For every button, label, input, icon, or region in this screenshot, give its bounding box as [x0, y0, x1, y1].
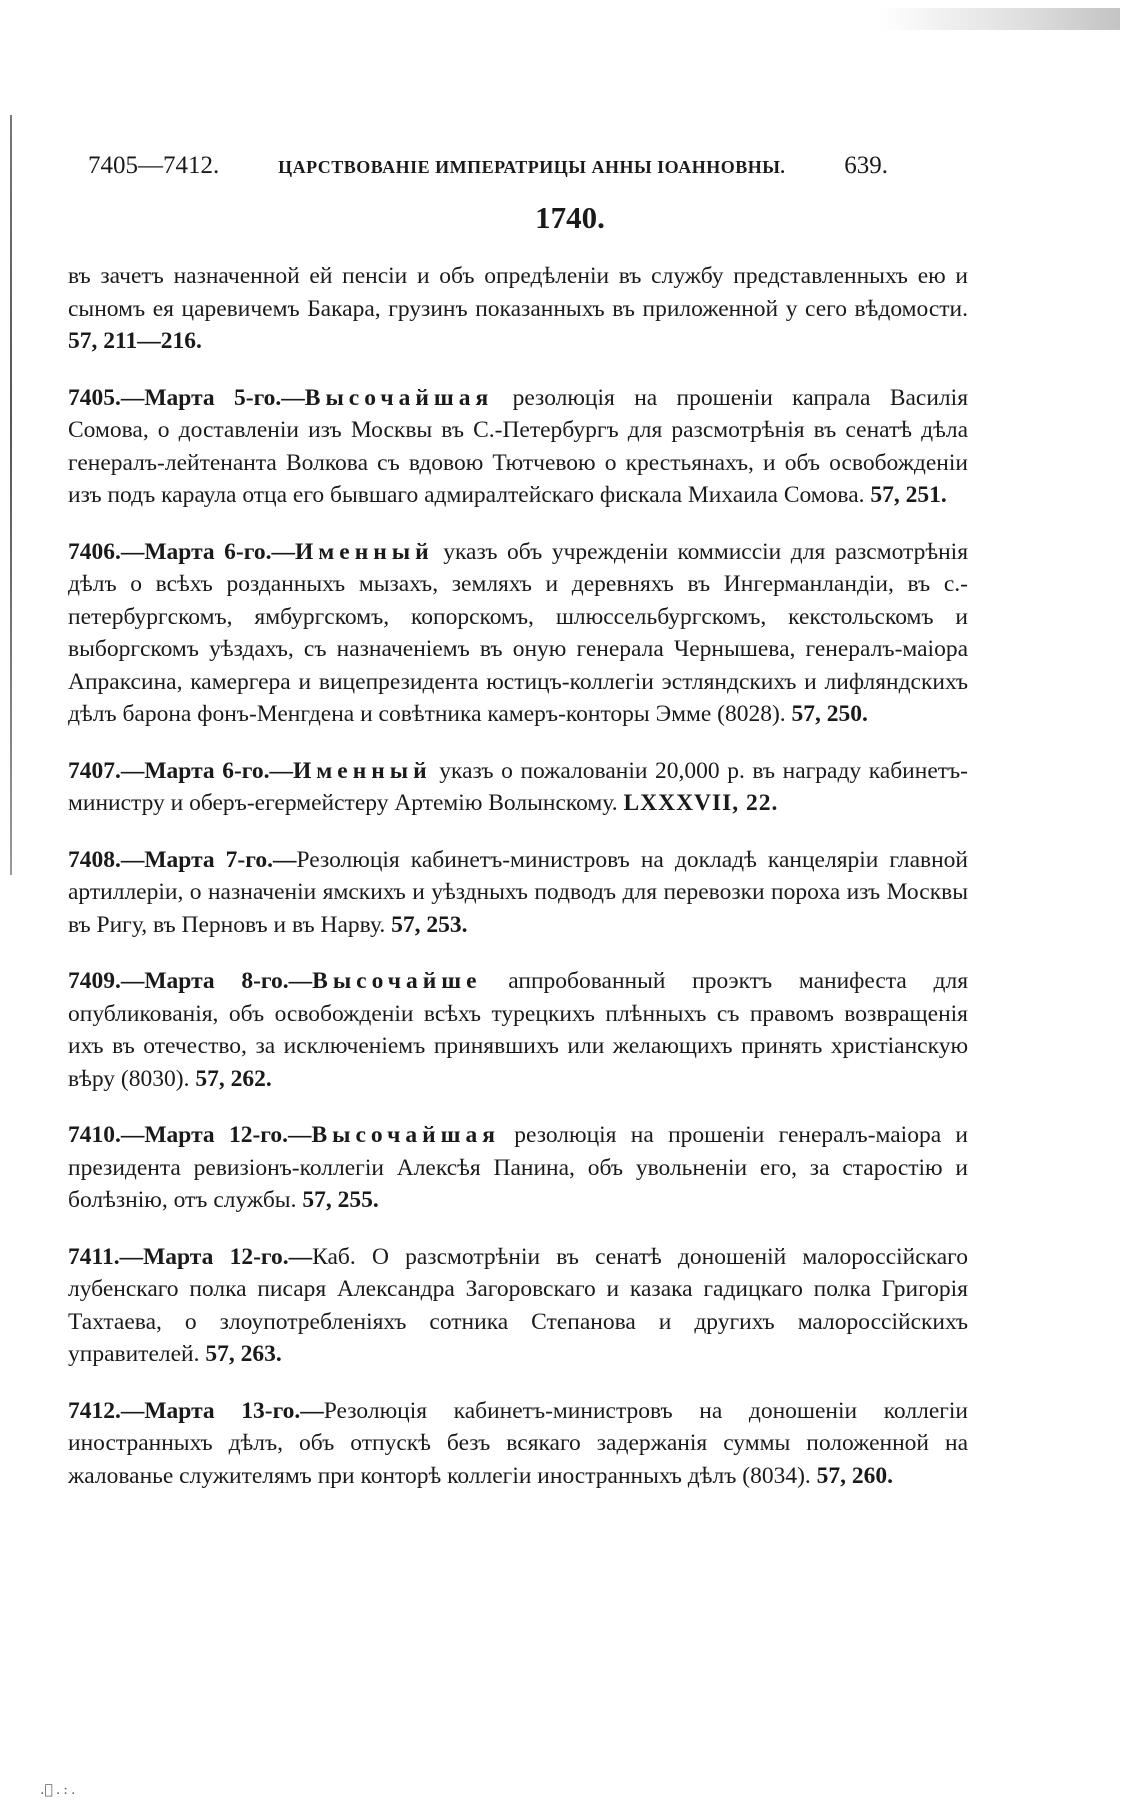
- entry-text: Каб. О разсмотрѣніи въ сенатѣ доношеній малороссійскаго лубенскаго полка писаря Александра Загоровскаго и казака гадицкаго полка Григорія Тахтаева, о злоупотребленіяхъ сотника Степанова и другихъ малороссійскихъ управителей.: [68, 1243, 968, 1367]
- entry-spaced-word: Высочайшая: [304, 384, 494, 411]
- entry-number: 7407.: [68, 757, 121, 784]
- entry-spaced-word: Высочайшая: [311, 1122, 500, 1148]
- entry-spaced-word: Высочайше: [312, 968, 482, 994]
- source-reference: LXXXVII, 22.: [623, 790, 779, 816]
- scan-smudge: [880, 8, 1120, 30]
- entry-date: —Марта 6-го.—: [120, 538, 295, 565]
- entry-text: аппробованный проэктъ манифеста для опубликованія, объ освобожденіи всѣхъ турецкихъ плѣнныхъ съ правомъ возвращенія ихъ въ отечество, за исключеніемъ принявшихъ или желающихъ принять христіанскую вѣру (8030).: [68, 968, 969, 1092]
- scan-footer-mark: .ﾞ.:.: [40, 1782, 79, 1798]
- source-reference: 57, 263.: [205, 1341, 282, 1367]
- body-text: [68, 260, 968, 1516]
- source-reference: 57, 253.: [391, 911, 468, 938]
- entry-7407: [68, 755, 968, 820]
- entry-date: —Марта 8-го.—: [120, 968, 313, 994]
- entry-text: Резолюція кабинетъ-министровъ на доношеніи коллегіи иностранныхъ дѣлъ, объ отпускѣ безъ всякаго задержанія суммы положенной на жалованье служителямъ при конторѣ коллегіи иностранныхъ дѣлъ (8034).: [68, 1397, 968, 1489]
- entry-date: —Марта 5-го.—: [120, 384, 305, 411]
- source-reference: 57, 260.: [816, 1462, 894, 1489]
- source-reference: 57, 211—216.: [68, 328, 202, 354]
- entry-7405: [68, 382, 968, 512]
- entry-range: 7405—7412.: [88, 152, 220, 179]
- entry-date: —Марта 13-го.—: [120, 1397, 324, 1424]
- year-heading: 1740.: [535, 200, 605, 235]
- entry-7411: [68, 1241, 968, 1371]
- entry-number: 7408.: [68, 846, 121, 873]
- entry-number: 7406.: [68, 538, 121, 565]
- entry-text: указъ о пожалованіи 20,000 р. въ награду кабинетъ-министру и оберъ-егермейстеру Артемію Волынскому.: [68, 757, 969, 816]
- continuation-text: въ зачетъ назначенной ей пенсіи и объ опредѣленіи въ службу представленныхъ ею и сыномъ ея царевичемъ Бакара, грузинъ показанныхъ въ приложенной у сего вѣдомости.: [68, 263, 968, 322]
- entry-text: резолюція на прошеніи капрала Василія Сомова, о доставленіи изъ Москвы въ С.-Петербургъ для разсмотрѣнія въ сенатѣ дѣла генералъ-лейтенанта Волкова съ вдовою Тютчевою о крестьянахъ, и объ освобожденіи изъ подъ караула отца его бывшаго адмиралтейскаго фискала Михаила Сомова.: [68, 384, 968, 508]
- running-title: ЦАРСТВОВАНІЕ ИМПЕРАТРИЦЫ АННЫ ІОАННОВНЫ.: [278, 157, 786, 177]
- entry-text: Резолюція кабинетъ-министровъ на докладѣ канцеляріи главной артиллеріи, о назначеніи ямскихъ и уѣздныхъ подводъ для перевозки пороха изъ Москвы въ Ригу, въ Перновъ и въ Нарву.: [68, 846, 968, 938]
- entry-7412: [68, 1395, 968, 1493]
- source-reference: 57, 262.: [195, 1065, 272, 1092]
- entry-number: 7411.: [68, 1243, 120, 1270]
- entry-spaced-word: Именный: [293, 757, 432, 784]
- entry-number: 7409.: [68, 968, 121, 994]
- source-reference: 57, 255.: [302, 1187, 379, 1213]
- source-reference: 57, 251.: [870, 482, 947, 508]
- entry-number: 7405.: [68, 384, 121, 411]
- source-reference: 57, 250.: [791, 701, 868, 727]
- entry-7409: [68, 965, 968, 1095]
- entry-number: 7410.: [68, 1122, 121, 1148]
- entry-number: 7412.: [68, 1397, 121, 1424]
- running-head: [88, 152, 888, 192]
- entry-date: —Марта 12-го.—: [120, 1122, 312, 1148]
- entry-text: указъ объ учрежденіи коммиссіи для разсмотрѣнія дѣлъ о всѣхъ розданныхъ мызахъ, земляхъ и деревняхъ въ Ингерманландіи, въ с.-петербургскомъ, ямбургскомъ, копорскомъ, шлюссельбургскомъ, кекстольскомъ и выборгскомъ уѣздахъ, съ назначеніемъ въ оную генерала Чернышева, генералъ-маіора Апраксина, камергера и вицепрезидента юстицъ-коллегіи эстляндскихъ и лифляндскихъ дѣлъ барона фонъ-Менгдена и совѣтника камеръ-конторы Эмме (8028).: [68, 538, 969, 727]
- page-number: 639.: [844, 152, 888, 179]
- entry-date: —Марта 6-го.—: [120, 757, 294, 784]
- entry-7406: [68, 536, 968, 731]
- entry-spaced-word: Именный: [294, 538, 434, 565]
- entry-date: —Марта 12-го.—: [119, 1243, 313, 1270]
- entry-7408: [68, 844, 968, 942]
- entry-date: —Марта 7-го.—: [120, 846, 297, 873]
- entry-7410: [68, 1119, 968, 1217]
- entry-text: резолюція на прошеніи генералъ-маіора и президента ревизіонъ-коллегіи Алексѣя Панина, объ увольненіи его, за старостію и болѣзнію, отъ службы.: [68, 1122, 968, 1213]
- continuation-paragraph: [68, 260, 968, 358]
